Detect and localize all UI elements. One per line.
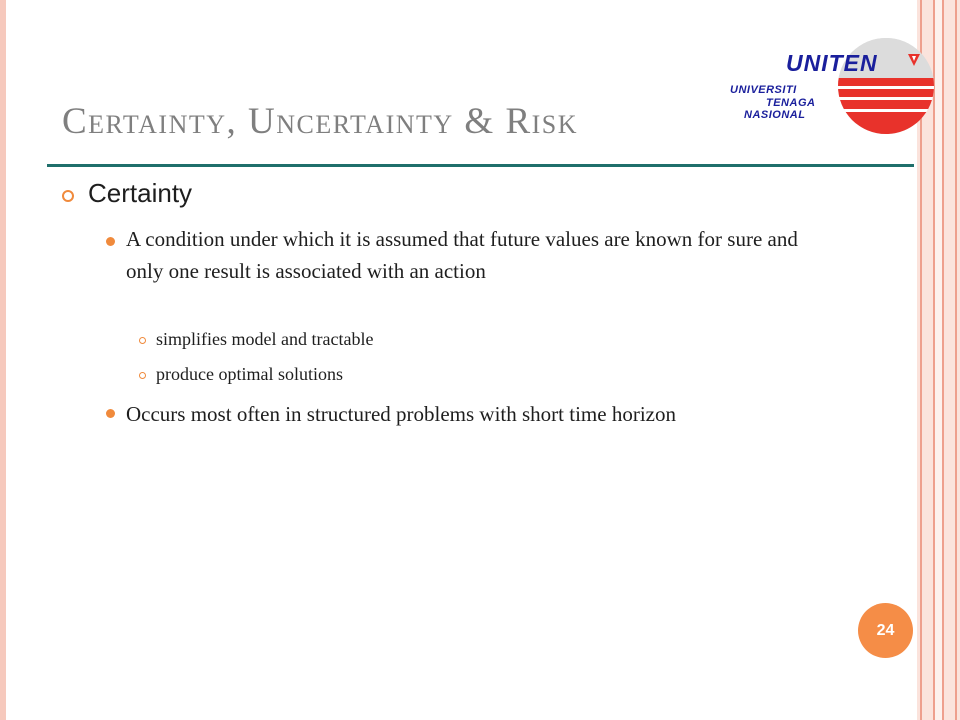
bullet-occurrence: Occurs most often in structured problems with short time horizon <box>126 402 676 426</box>
logo-wordmark: UNITEN <box>786 50 878 76</box>
circle-bullet-icon <box>62 190 74 202</box>
logo-line-nasional: NASIONAL <box>744 109 806 121</box>
heading-certainty: Certainty <box>88 178 193 208</box>
ring-bullet-icon <box>139 372 146 379</box>
dot-bullet-icon <box>106 409 115 418</box>
sub-bullet-tractable: simplifies model and tractable <box>156 329 374 349</box>
page-number-badge: 24 <box>858 603 913 658</box>
title-divider <box>47 164 914 167</box>
uniten-logo <box>726 36 938 136</box>
bullet-definition: A condition under which it is assumed that future values are known for sure and only one result is associated with an action <box>126 227 798 283</box>
ring-bullet-icon <box>139 337 146 344</box>
slide-title: Certainty, Uncertainty & Risk <box>62 101 579 142</box>
logo-line-tenaga: TENAGA <box>766 97 816 109</box>
sub-bullet-optimal: produce optimal solutions <box>156 364 343 384</box>
logo-line-universiti: UNIVERSITI <box>730 84 797 96</box>
dot-bullet-icon <box>106 237 115 246</box>
left-border <box>0 0 6 720</box>
